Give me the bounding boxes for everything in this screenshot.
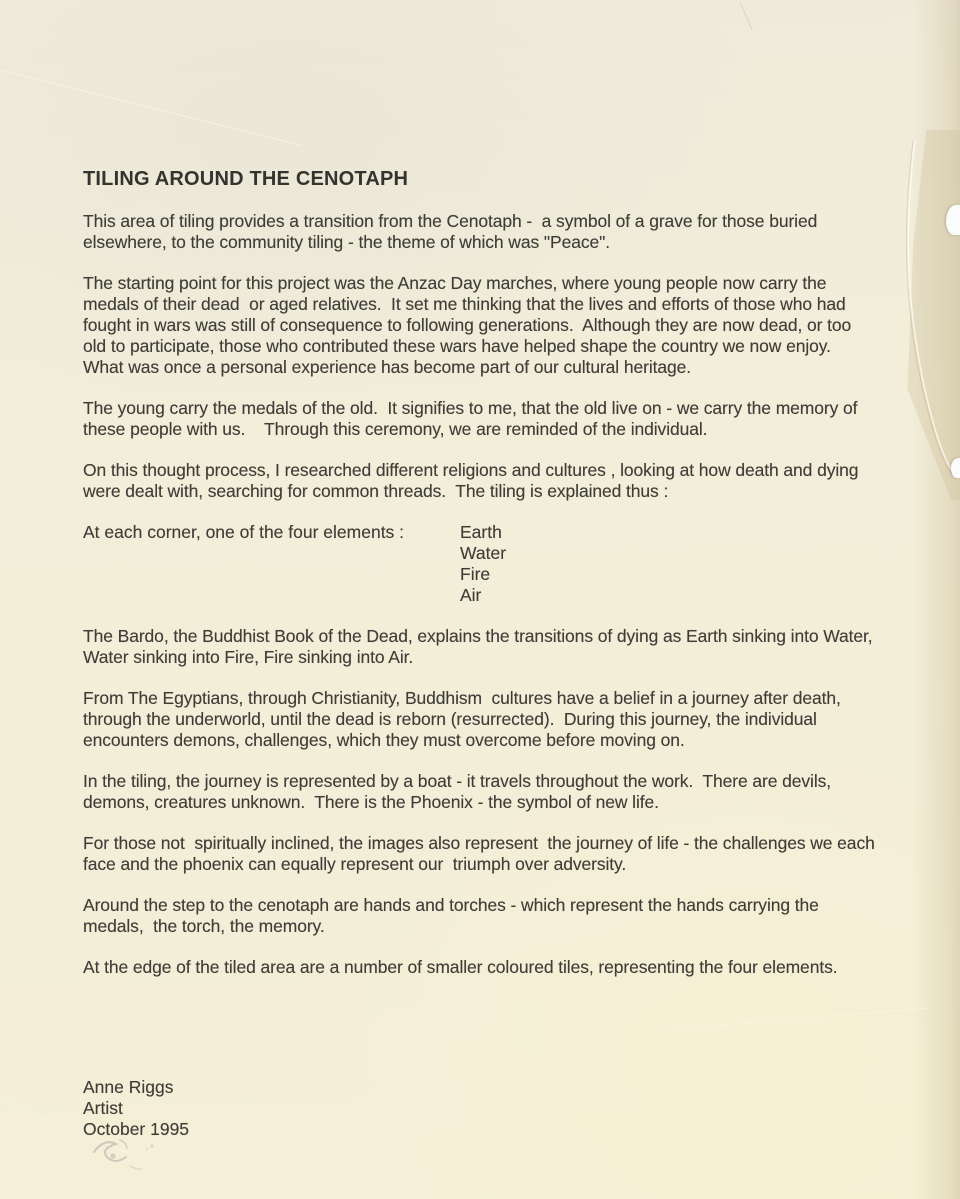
paragraph-research-religions: On this thought process, I researched different religions and cultures , looking at how death and dying were dealt with, searching for common threads. The tiling is explained thus : bbox=[83, 460, 864, 501]
paragraph-journey-of-life: For those not spiritually inclined, the images also represent the journey of life - the challenges we each face and the phoenix can equally represent our triumph over adversity. bbox=[83, 833, 880, 874]
element-fire: Fire bbox=[460, 564, 491, 584]
signature-block bbox=[83, 1077, 878, 1140]
paragraph-hands-and-torches: Around the step to the cenotaph are hands and torches - which represent the hands carrying the medals, the torch, the memory. bbox=[83, 895, 824, 936]
signature-name: Anne Riggs bbox=[83, 1077, 174, 1097]
paragraph-young-carry-medals: The young carry the medals of the old. It signifies to me, that the old live on - we carry the memory of these people with us. Through this ceremony, we are reminded of the individual. bbox=[83, 398, 863, 439]
element-water: Water bbox=[460, 543, 507, 563]
four-elements-row bbox=[83, 522, 878, 606]
paragraph-transition: This area of tiling provides a transition from the Cenotaph - a symbol of a grave for those buried elsewhere, to the community tiling - the theme of which was "Peace". bbox=[83, 211, 823, 252]
document-title: TILING AROUND THE CENOTAPH bbox=[83, 168, 409, 190]
paragraph-anzac-marches: The starting point for this project was the Anzac Day marches, where young people now carry the medals of their dead or aged relatives. It set me thinking that the lives and efforts of those who had fought in wars was still of consequence to following generations. Although they are now dead, or too old to participate, those who contributed these wars have helped shape the country we now enjoy. What was once a personal experience has become part of our cultural heritage. bbox=[83, 273, 856, 377]
pencil-scribble-mark bbox=[86, 1134, 176, 1189]
four-elements-intro: At each corner, one of the four elements : bbox=[83, 522, 405, 542]
paragraph-boat-journey: In the tiling, the journey is represented by a boat - it travels throughout the work. There are devils, demons, creatures unknown. There is the Phoenix - the symbol of new life. bbox=[83, 771, 836, 812]
element-air: Air bbox=[460, 585, 482, 605]
paragraph-journey-after-death: From The Egyptians, through Christianity, Buddhism cultures have a belief in a journey after death, through the underworld, until the dead is reborn (resurrected). During this journey, the individual encounters demons, challenges, which they must overcome before moving on. bbox=[83, 688, 846, 750]
four-elements-list bbox=[460, 522, 506, 606]
paragraph-bardo: The Bardo, the Buddhist Book of the Dead, explains the transitions of dying as Earth sinking into Water, Water sinking into Fire, Fire sinking into Air. bbox=[83, 626, 878, 667]
signature-date: October 1995 bbox=[83, 1119, 190, 1139]
signature-role: Artist bbox=[83, 1098, 123, 1118]
element-earth: Earth bbox=[460, 522, 502, 542]
paragraph-coloured-tiles: At the edge of the tiled area are a number of smaller coloured tiles, representing the four elements. bbox=[83, 957, 838, 977]
